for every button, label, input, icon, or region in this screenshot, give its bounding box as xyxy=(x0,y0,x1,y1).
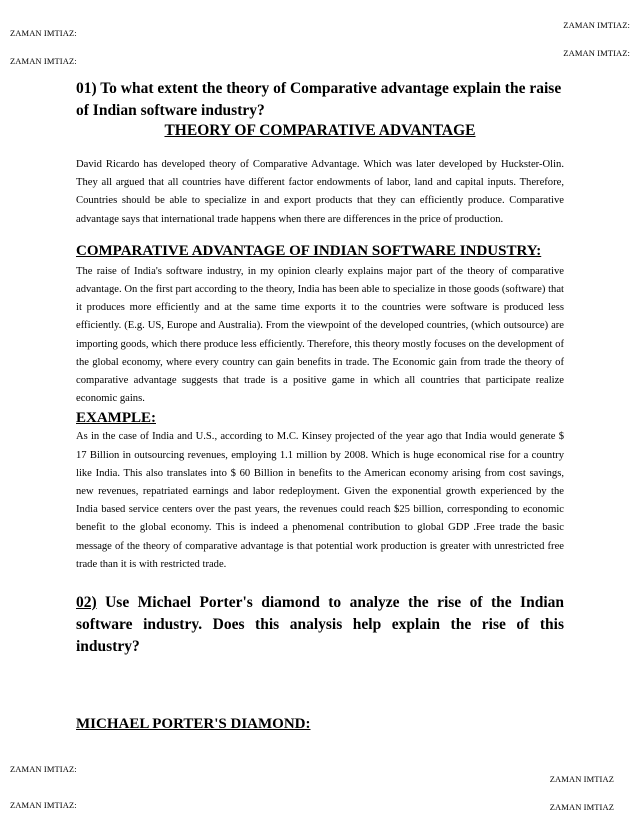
header-right-1: ZAMAN IMTIAZ: xyxy=(563,20,630,30)
footer-right-2: ZAMAN IMTIAZ xyxy=(549,802,614,812)
question-1-title: 01) To what extent the theory of Comparative advantage explain the raise of Indian software industry? xyxy=(76,80,562,119)
question-2-number: 02) xyxy=(76,594,97,612)
header-left-2: ZAMAN IMTIAZ: xyxy=(10,56,77,66)
header-right-2: ZAMAN IMTIAZ: xyxy=(563,48,630,58)
indian-industry-paragraph: The raise of India's software industry, in my opinion clearly explains major part of the theory of comparative advantage. On the first part according to the theory, India has been able to specialize in those goods (software) that it produces more efficiently and at the same time exports it to the countries were software is produced less efficiently. (E.g. US, Europe and Australia). From the viewpoint of the developed countries, (which outsource) are importing goods, which there produce less efficiently. Therefore, this theory mostly focuses on the development of the global economy, where every country can gain benefits in trade. The Economic gain from trade the theory of comparative advantage suggests that trade is a positive game in which all countries that participate realize economic gains. xyxy=(76,265,564,405)
footer-left-1: ZAMAN IMTIAZ: xyxy=(10,764,77,774)
header-left-1: ZAMAN IMTIAZ: xyxy=(10,28,77,38)
example-heading: EXAMPLE: xyxy=(76,410,156,427)
theory-paragraph: David Ricardo has developed theory of Comparative Advantage. Which was later developed by Huckster-Olin. They all argued that all countries have different factor endowments of labor, land and capital inputs. Therefore, Countries should be able to specialize in and export products that they can efficiently produce. Comparative advantage says that international trade happens when there are differences in the price of production. xyxy=(76,159,564,225)
indian-industry-heading: COMPARATIVE ADVANTAGE OF INDIAN SOFTWARE INDUSTRY: xyxy=(76,242,542,259)
example-paragraph: As in the case of India and U.S., according to M.C. Kinsey projected of the year ago that India would generate $ 17 Billion in outsourcing revenues, employing 1.1 million by 2008. Which is huge economical rise for a country like India. This also translates into $ 60 Billion in benefits to the American economy arising from cost savings, new revenues, repatriated earnings and labor redeployment. Given the exponential growth experienced by the India based service centers over the past years, the revenues could reach $25 billion, corresponding to economic benefit to the global economy. This is indeed a phenomenal contribution to global GDP .Free trade the basic message of the theory of comparative advantage is that potential work production is greater with unrestricted free trade than it is with restricted trade. xyxy=(76,431,564,570)
porter-diamond-heading: MICHAEL PORTER'S DIAMOND: xyxy=(76,716,311,733)
question-2-text: Use Michael Porter's diamond to analyze the rise of the Indian software industry. Does this analysis help explain the rise of this industry? xyxy=(76,594,564,656)
theory-subtitle: THEORY OF COMPARATIVE ADVANTAGE xyxy=(164,122,476,139)
footer-left-2: ZAMAN IMTIAZ: xyxy=(10,800,77,810)
footer-right-1: ZAMAN IMTIAZ xyxy=(549,774,614,784)
document-body xyxy=(76,78,564,734)
question-2 xyxy=(76,592,564,658)
